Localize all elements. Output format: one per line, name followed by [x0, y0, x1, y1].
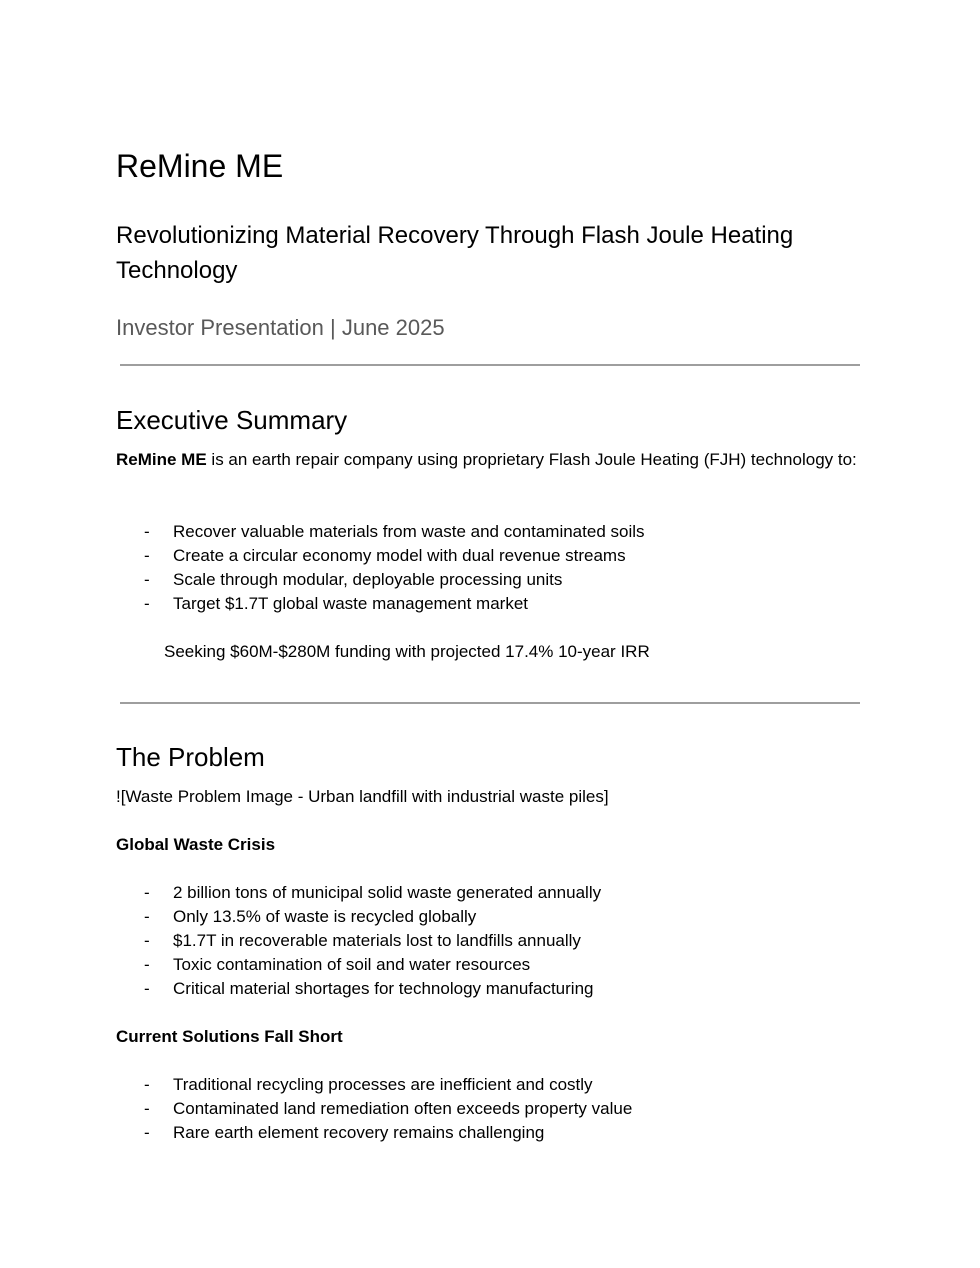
list-item-text: Traditional recycling processes are inefficient and costly [173, 1075, 593, 1094]
list-item-text: Critical material shortages for technology manufacturing [173, 979, 594, 998]
dash-bullet: - [144, 594, 150, 613]
current-solutions-list [116, 1073, 632, 1145]
horizontal-rule [120, 364, 860, 366]
list-item-text: 2 billion tons of municipal solid waste generated annually [173, 883, 602, 902]
executive-summary-intro [116, 448, 864, 472]
list-item [116, 520, 645, 544]
dash-bullet: - [144, 546, 150, 565]
company-name: ReMine ME [116, 450, 207, 469]
dash-bullet: - [144, 1099, 150, 1118]
dash-bullet: - [144, 522, 150, 541]
list-item-text: Only 13.5% of waste is recycled globally [173, 907, 477, 926]
list-item [116, 1097, 632, 1121]
list-item [116, 592, 645, 616]
list-item [116, 929, 601, 953]
dash-bullet: - [144, 931, 150, 950]
list-item [116, 977, 601, 1001]
executive-summary-heading: Executive Summary [116, 405, 348, 435]
intro-text: is an earth repair company using proprietary Flash Joule Heating (FJH) technology to: [206, 450, 857, 469]
image-placeholder-text: ![Waste Problem Image - Urban landfill with industrial waste piles] [116, 787, 609, 806]
list-item-text: Scale through modular, deployable processing units [173, 570, 563, 589]
presentation-meta: Investor Presentation | June 2025 [116, 315, 445, 340]
list-item-text: Rare earth element recovery remains challenging [173, 1123, 545, 1142]
list-item-text: Target $1.7T global waste management market [173, 594, 528, 613]
list-item [116, 953, 601, 977]
waste-crisis-list [116, 881, 601, 1001]
document-subtitle: Revolutionizing Material Recovery Through Flash Joule Heating Technology [116, 222, 794, 284]
executive-summary-list [116, 520, 645, 616]
problem-heading: The Problem [116, 742, 265, 772]
list-item-text: Toxic contamination of soil and water resources [173, 955, 531, 974]
list-item [116, 905, 601, 929]
list-item-text: Create a circular economy model with dual revenue streams [173, 546, 626, 565]
dash-bullet: - [144, 883, 150, 902]
list-item [116, 544, 645, 568]
list-item-text: $1.7T in recoverable materials lost to landfills annually [173, 931, 581, 950]
dash-bullet: - [144, 570, 150, 589]
current-solutions-heading: Current Solutions Fall Short [116, 1027, 343, 1046]
global-waste-crisis-heading: Global Waste Crisis [116, 835, 276, 854]
horizontal-rule [120, 702, 860, 704]
dash-bullet: - [144, 1075, 150, 1094]
funding-statement: Seeking $60M-$280M funding with projected 17.4% 10-year IRR [164, 642, 650, 661]
list-item [116, 568, 645, 592]
dash-bullet: - [144, 907, 150, 926]
dash-bullet: - [144, 979, 150, 998]
list-item [116, 881, 601, 905]
document-title: ReMine ME [116, 148, 284, 184]
list-item-text: Contaminated land remediation often exceeds property value [173, 1099, 633, 1118]
list-item [116, 1073, 632, 1097]
list-item [116, 1121, 632, 1145]
dash-bullet: - [144, 1123, 150, 1142]
dash-bullet: - [144, 955, 150, 974]
list-item-text: Recover valuable materials from waste and contaminated soils [173, 522, 645, 541]
